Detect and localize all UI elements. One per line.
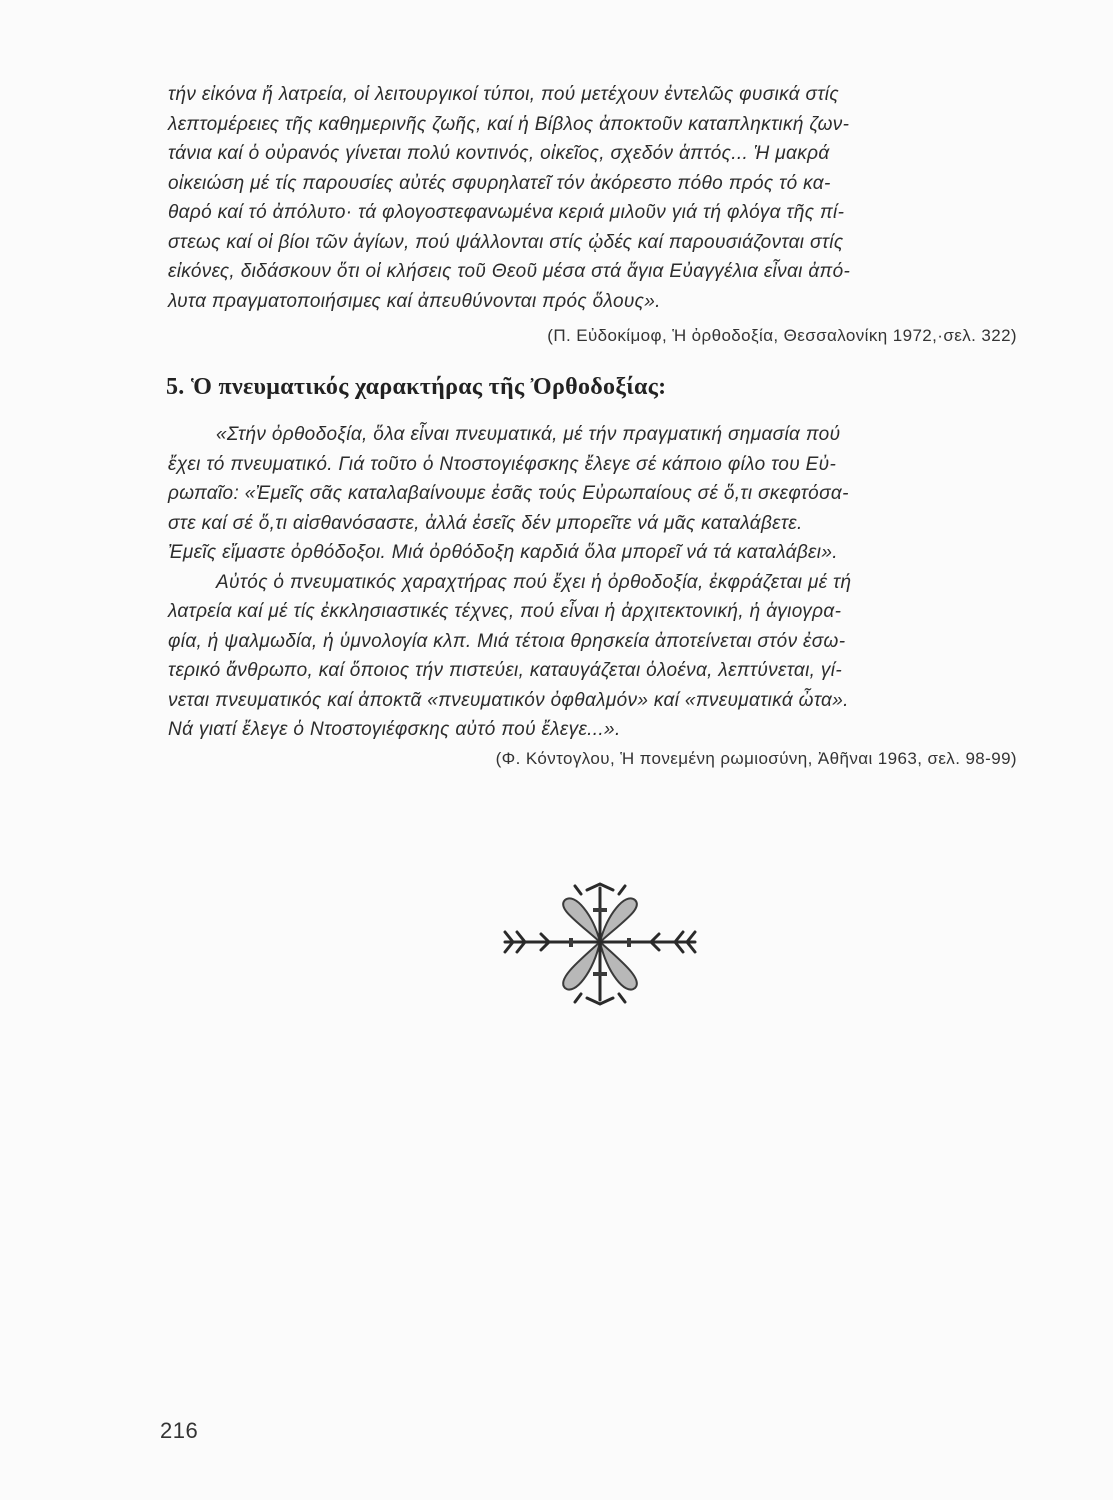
quote-evdokimov — [168, 80, 1018, 316]
petal-shape — [600, 898, 637, 942]
quote-line: «Στήν ὀρθοδοξία, ὅλα εἶναι πνευματικά, μέ τήν πραγματική σημασία πού — [216, 424, 841, 445]
cross-bar — [593, 908, 607, 912]
section-heading: 5. Ὁ πνευματικός χαρακτήρας τῆς Ὀρθοδοξίας: — [166, 374, 667, 400]
quote-line: λυτα πραγματοποιήσιμες καί ἀπευθύνονται πρός ὅλους». — [168, 290, 661, 312]
petal-shape — [563, 898, 600, 942]
floral-cross-ornament-icon — [495, 880, 705, 1010]
citation-kontoglou: (Φ. Κόντογλου, Ἡ πονεμένη ρωμιοσύνη, Ἀθῆναι 1963, σελ. 98-99) — [495, 749, 1017, 768]
sprig — [575, 994, 581, 1002]
quote-line: θαρό καί τό ἀπόλυτο· τά φλογοστεφανωμένα κεριά μιλοῦν γιά τή φλόγα τῆς πί- — [168, 202, 845, 223]
quote-line: ρωπαῖο: «Ἐμεῖς σᾶς καταλαβαίνουμε ἐσᾶς τούς Εὐρωπαίους σέ ὅ,τι σκεφτόσα- — [168, 483, 849, 504]
quote-line: τερικό ἄνθρωπο, καί ὅποιος τήν πιστεύει, καταυγάζεται ὁλοένα, λεπτύνεται, γί- — [168, 660, 843, 681]
quote-line: εἰκόνες, διδάσκουν ὅτι οἱ κλήσεις τοῦ Θεοῦ μέσα στά ἅγια Εὐαγγέλια εἶναι ἀπό- — [168, 261, 851, 282]
quote-line: λεπτομέρειες τῆς καθημερινῆς ζωῆς, καί ἡ Βίβλος ἀποκτοῦν καταπληκτική ζων- — [168, 113, 850, 135]
quote-line: τάνια καί ὁ οὐρανός γίνεται πολύ κοντινός, οἰκεῖος, σχεδόν ἁπτός... Ἡ μακρά — [168, 143, 830, 164]
quote-line: λατρεία καί μέ τίς ἐκκλησιαστικές τέχνες, πού εἶναι ἡ ἀρχιτεκτονική, ἡ ἁγιογρα- — [168, 601, 842, 622]
quote-line: Ἐμεῖς εἴμαστε ὀρθόδοξοι. Μιά ὀρθόδοξη καρδιά ὅλα μπορεῖ νά τά καταλάβει». — [168, 542, 838, 563]
sprig — [619, 886, 625, 894]
quote-line: στε καί σέ ὅ,τι αἰσθανόσαστε, ἀλλά ἐσεῖς δέν μπορεῖτε νά μᾶς καταλάβετε. — [168, 512, 803, 534]
quote-line: Νά γιατί ἔλεγε ὁ Ντοστογιέφσκης αὐτό πού ἔλεγε...». — [168, 719, 621, 740]
quote-line: στεως καί οἱ βίοι τῶν ἁγίων, πού ψάλλονται στίς ᾠδές καί παρουσιάζονται στίς — [168, 231, 844, 253]
quote-line: φία, ἡ ψαλμωδία, ἡ ὑμνολογία κλπ. Μιά τέτοια θρησκεία ἀποτείνεται στόν ἐσω- — [168, 630, 846, 652]
quote-line: οἰκειώση μέ τίς παρουσίες αὐτές σφυρηλατεῖ τόν ἀκόρεστο πόθο πρός τό κα- — [168, 172, 831, 194]
quote-line: τήν εἰκόνα ἤ λατρεία, οἱ λειτουργικοί τύποι, πού μετέχουν ἐντελῶς φυσικά στίς — [168, 84, 839, 105]
quote-kontoglou — [168, 420, 1018, 745]
sprig — [619, 994, 625, 1002]
cross-bar — [569, 938, 573, 947]
sprig — [575, 886, 581, 894]
cross-bar — [627, 938, 631, 947]
citation-evdokimov: (Π. Εὐδοκίμοφ, Ἡ ὀρθοδοξία, Θεσσαλονίκη 1972,·σελ. 322) — [547, 326, 1017, 345]
quote-line: ἔχει τό πνευματικό. Γιά τοῦτο ὁ Ντοστογιέφσκης ἔλεγε σέ κάποιο φίλο του Εὐ- — [168, 453, 837, 475]
petal-shape — [600, 942, 637, 990]
quote-line: Αὐτός ὁ πνευματικός χαραχτήρας πού ἔχει ἡ ὀρθοδοξία, ἐκφράζεται μέ τή — [216, 571, 852, 593]
page-number: 216 — [160, 1418, 199, 1443]
quote-line: νεται πνευματικός καί ἀποκτᾶ «πνευματικόν ὀφθαλμόν» καί «πνευματικά ὦτα». — [168, 689, 849, 711]
cross-bar — [593, 972, 607, 976]
petal-shape — [563, 942, 600, 990]
